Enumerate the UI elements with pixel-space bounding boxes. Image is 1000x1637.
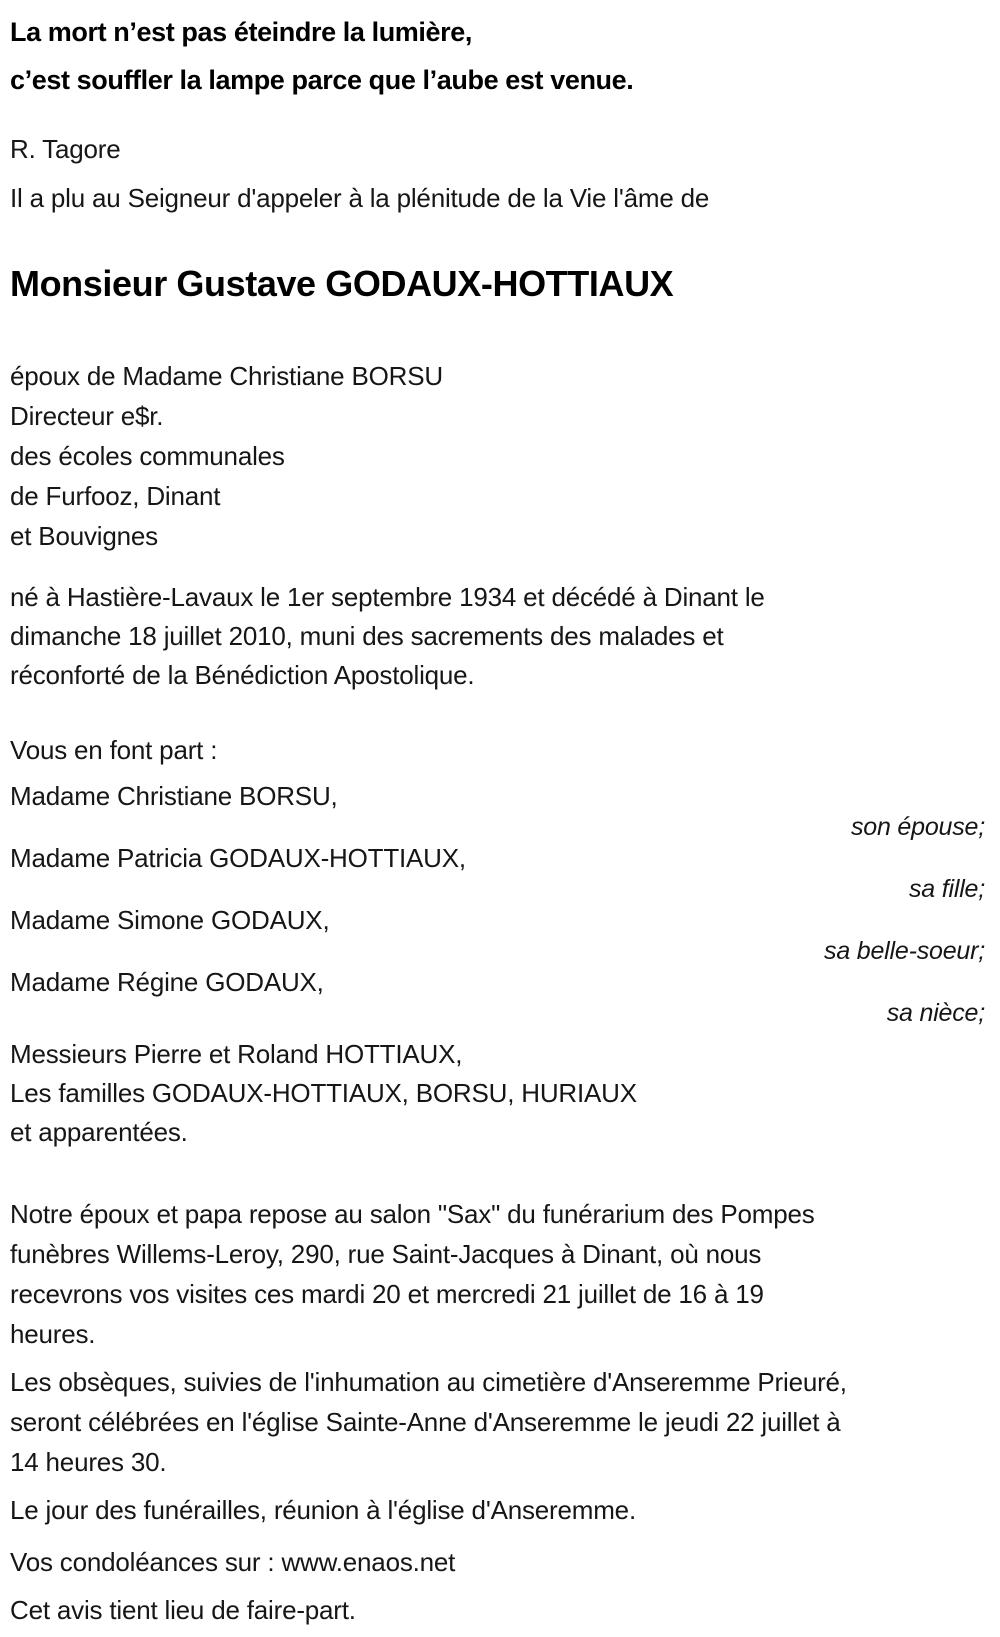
title-line-4: et Bouvignes xyxy=(10,521,158,551)
quote-line-2: c’est souffler la lampe parce que l’aube est venue. xyxy=(10,65,634,95)
closing-note: Cet avis tient lieu de faire-part. xyxy=(10,1595,356,1625)
mourner-relation: sa fille; xyxy=(908,875,985,903)
mourner-entry xyxy=(10,778,985,840)
death-notice-document xyxy=(10,8,985,1630)
mourner-entry xyxy=(10,840,985,902)
mourner-relation: sa belle-soeur; xyxy=(824,937,985,965)
mourners-list xyxy=(10,778,985,1152)
funeral-line-2: seront célébrées en l'église Sainte-Anne d'Anseremme le jeudi 22 juillet à xyxy=(10,1407,841,1437)
title-line-2: des écoles communales xyxy=(10,441,285,471)
deceased-details xyxy=(10,356,985,556)
mourners-intro: Vous en font part : xyxy=(10,735,218,765)
funeral-line-3: 14 heures 30. xyxy=(10,1447,167,1477)
life-dates-line-2: dimanche 18 juillet 2010, muni des sacrements des malades et xyxy=(10,621,724,651)
spouse-line: époux de Madame Christiane BORSU xyxy=(10,361,443,391)
wake-line-4: heures. xyxy=(10,1319,96,1349)
wake-line-3: recevrons vos visites ces mardi 20 et mercredi 21 juillet de 16 à 19 xyxy=(10,1279,764,1309)
condolences-line xyxy=(10,1542,985,1582)
quote-line-1: La mort n’est pas éteindre la lumière, xyxy=(10,17,472,47)
life-dates-line-1: né à Hastière-Lavaux le 1er septembre 1934 et décédé à Dinant le xyxy=(10,582,765,612)
gathering-info: Le jour des funérailles, réunion à l'église d'Anseremme. xyxy=(10,1495,636,1525)
mourner-name: Madame Régine GODAUX, xyxy=(10,967,324,997)
condolences-website: www.enaos.net xyxy=(281,1547,456,1577)
mourner-name: Madame Christiane BORSU, xyxy=(10,781,338,811)
wake-paragraph xyxy=(10,1194,985,1354)
quote-author: R. Tagore xyxy=(10,134,121,164)
funeral-paragraph xyxy=(10,1362,985,1482)
wake-line-2: funèbres Willems-Leroy, 290, rue Saint-Jacques à Dinant, où nous xyxy=(10,1239,762,1269)
additional-mourners-line-3: et apparentées. xyxy=(10,1117,188,1147)
title-line-3: de Furfooz, Dinant xyxy=(10,481,221,511)
mourner-relation: sa nièce; xyxy=(886,999,985,1027)
life-dates-line-3: réconforté de la Bénédiction Apostolique. xyxy=(10,660,475,690)
additional-mourners-line-2: Les familles GODAUX-HOTTIAUX, BORSU, HURIAUX xyxy=(10,1078,637,1108)
funeral-line-1: Les obsèques, suivies de l'inhumation au cimetière d'Anseremme Prieuré, xyxy=(10,1367,847,1397)
deceased-name: Monsieur Gustave GODAUX-HOTTIAUX xyxy=(10,263,674,304)
mourner-entry xyxy=(10,902,985,964)
mourner-entry xyxy=(10,964,985,1026)
condolences-label: Vos condoléances sur : xyxy=(10,1547,275,1577)
title-line-1: Directeur e$r. xyxy=(10,401,164,431)
mourner-name: Madame Patricia GODAUX-HOTTIAUX, xyxy=(10,843,466,873)
announcement-intro: Il a plu au Seigneur d'appeler à la plénitude de la Vie l'âme de xyxy=(10,183,710,213)
additional-mourners xyxy=(10,1035,985,1152)
mourner-relation: son épouse; xyxy=(850,813,985,841)
opening-quote xyxy=(10,8,985,104)
additional-mourners-line-1: Messieurs Pierre et Roland HOTTIAUX, xyxy=(10,1039,463,1069)
mourner-name: Madame Simone GODAUX, xyxy=(10,905,330,935)
wake-line-1: Notre époux et papa repose au salon "Sax" du funérarium des Pompes xyxy=(10,1199,815,1229)
life-dates-paragraph xyxy=(10,578,985,695)
